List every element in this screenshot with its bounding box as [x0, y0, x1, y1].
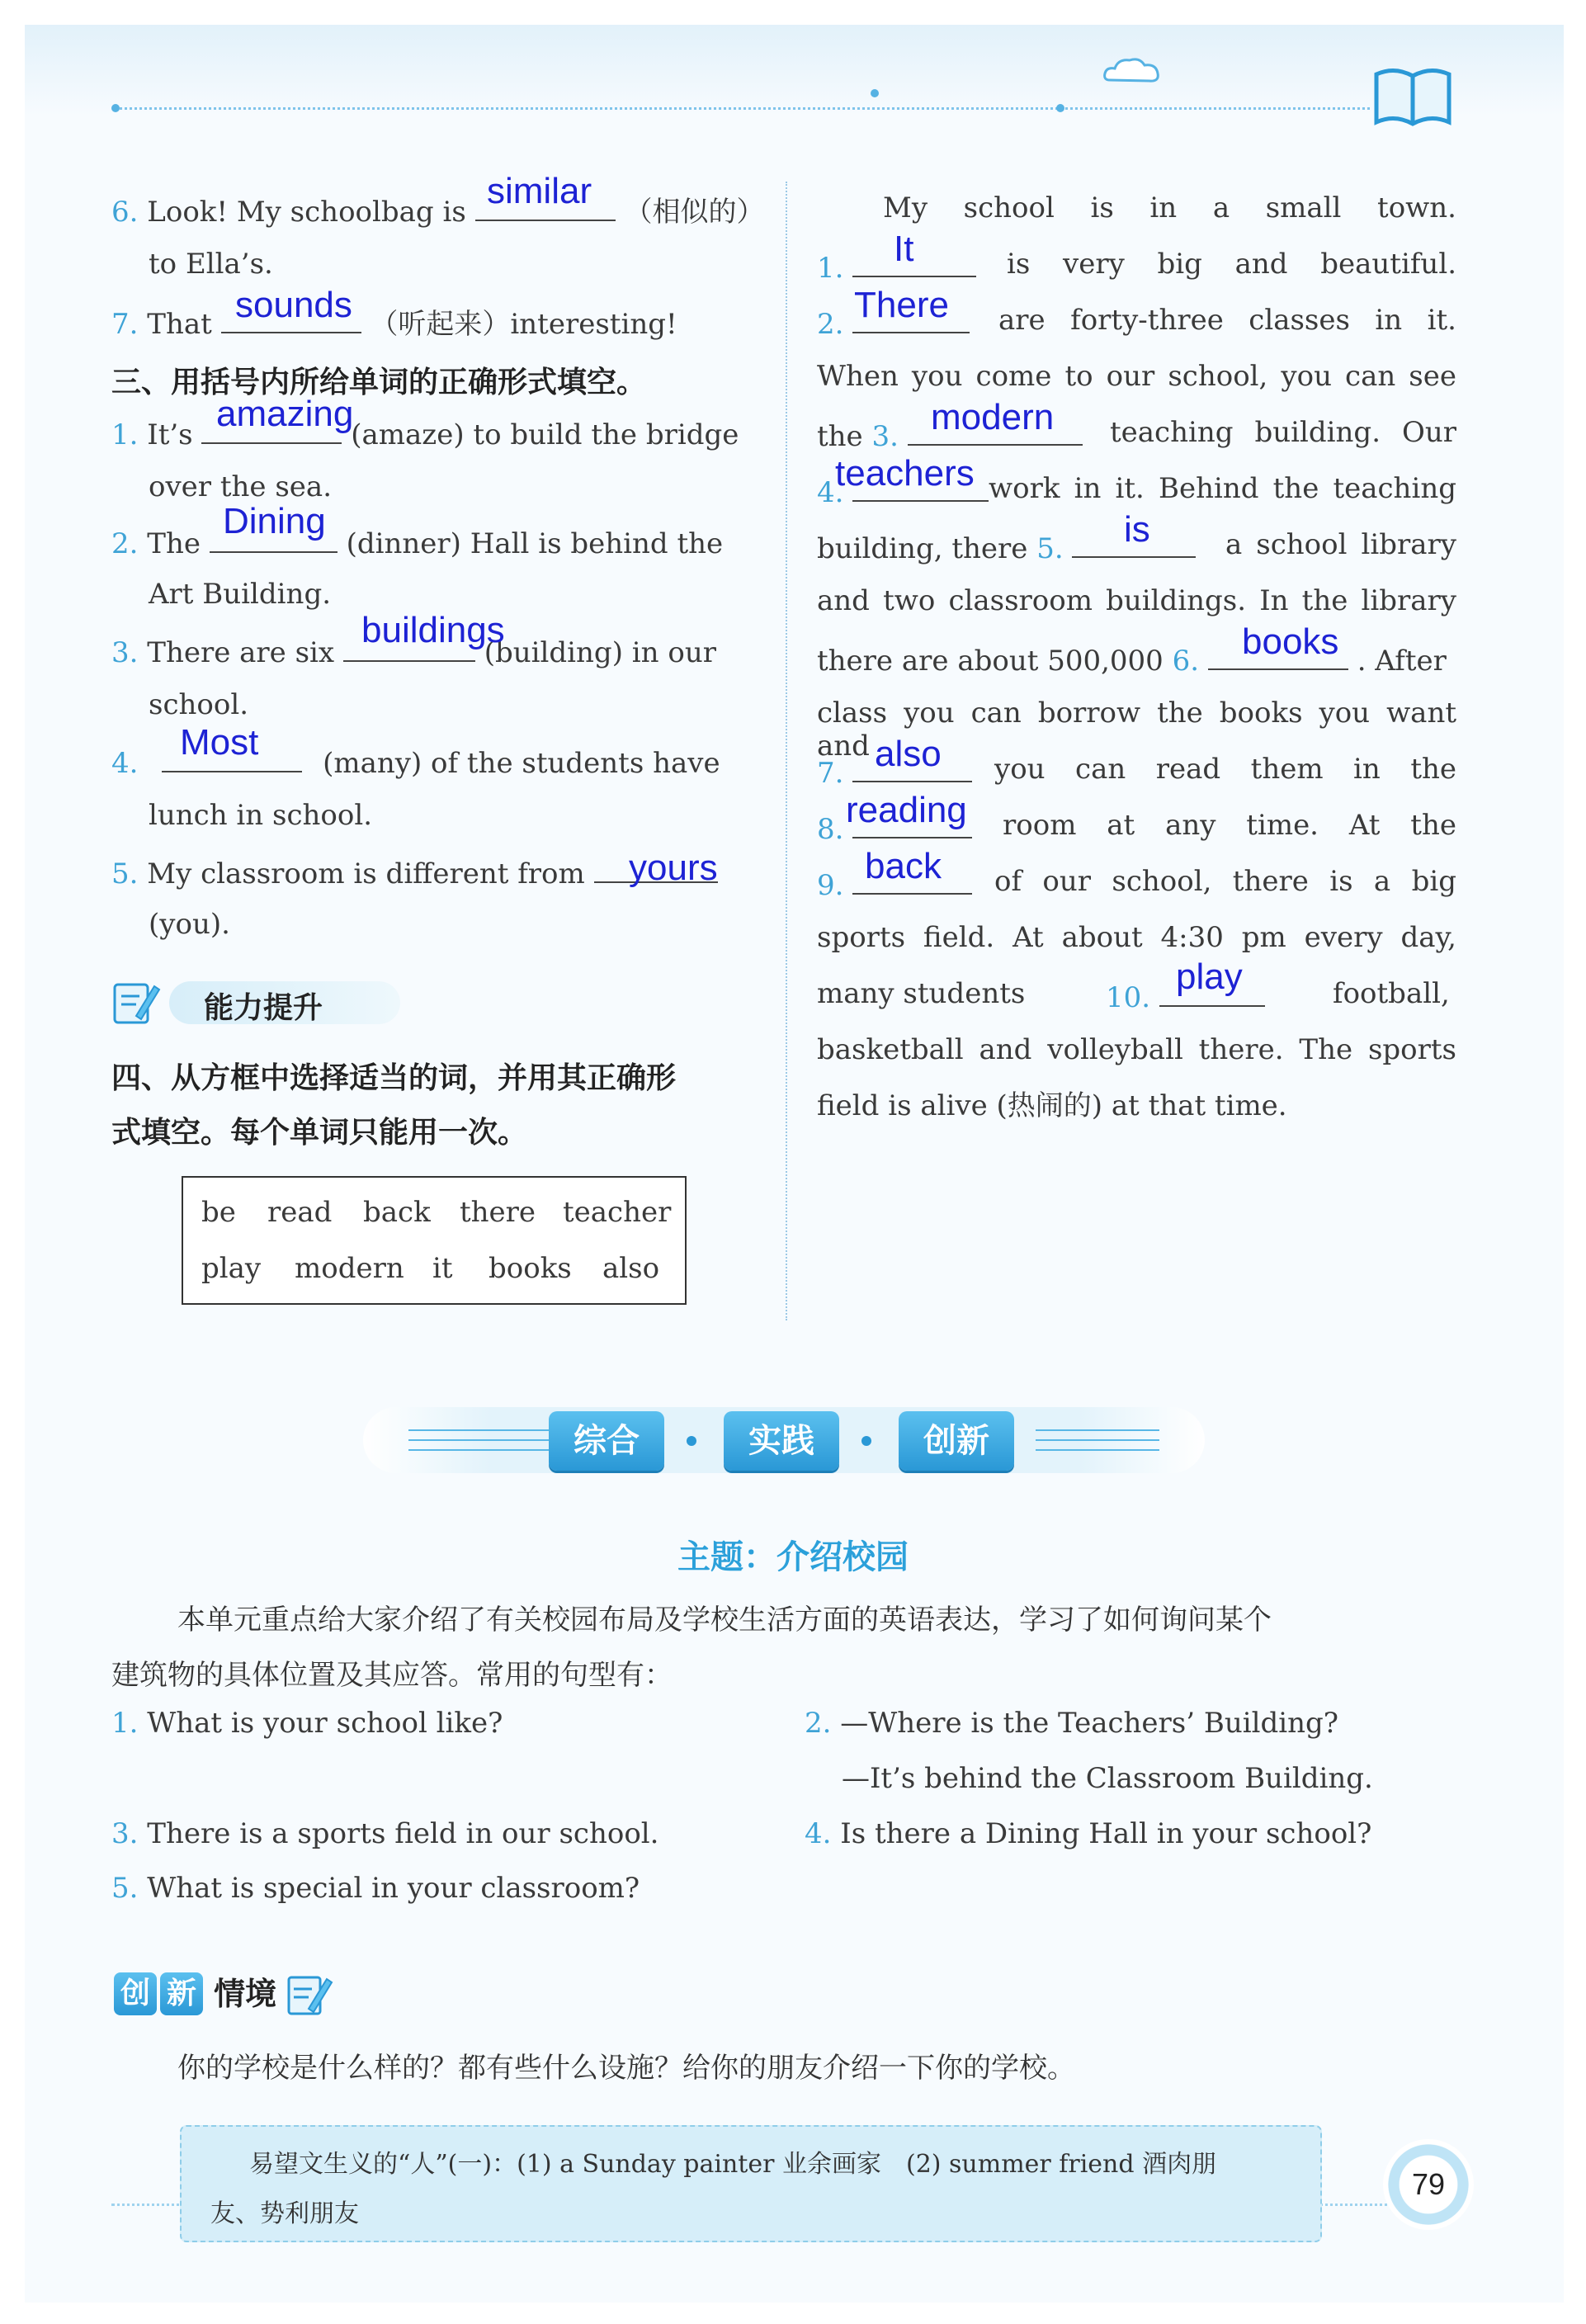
blank-number: 8.	[817, 813, 844, 846]
word-bank-item: books	[489, 1252, 572, 1285]
footer-tip-box	[180, 2125, 1322, 2242]
handwritten-answer: play	[1176, 957, 1243, 997]
word-bank-item: there	[460, 1196, 536, 1229]
passage-line: and two classroom buildings. In the library	[817, 584, 1456, 617]
handwritten-answer: buildings	[361, 610, 505, 650]
word-bank-item: it	[432, 1252, 453, 1285]
intro-line-2: 建筑物的具体位置及其应答。常用的句型有：	[111, 1659, 673, 1692]
header-dotted-line	[116, 107, 1370, 110]
s3-question-1-line2: over the sea.	[149, 470, 332, 503]
s3-question-5	[111, 853, 718, 891]
question-6	[111, 191, 764, 229]
pattern-3	[111, 1817, 658, 1851]
passage-line: class you can borrow the books you want and	[817, 697, 1456, 763]
pencil-note-icon	[286, 1972, 335, 2019]
passage-line-15	[817, 977, 1025, 1011]
word-bank-item: teacher	[563, 1196, 672, 1229]
question-number: 6.	[111, 196, 139, 229]
passage-text: many students	[817, 977, 1026, 1010]
blank-number: 5.	[1036, 532, 1064, 565]
banner-line	[1036, 1449, 1159, 1451]
s3-question-3-line2: school.	[149, 688, 249, 721]
answer-blank[interactable]	[852, 248, 976, 277]
blank-number: 10.	[1106, 981, 1151, 1014]
ability-label: 能力提升	[204, 991, 323, 1025]
handwritten-answer: yours	[629, 848, 718, 888]
pattern-number: 1.	[111, 1707, 139, 1740]
s3-question-5-line2: (you).	[149, 908, 230, 941]
banner-line	[1036, 1429, 1159, 1431]
handwritten-answer: back	[865, 846, 942, 886]
intro-line-1: 本单元重点给大家介绍了有关校园布局及学校生活方面的英语表达，学习了如何询问某个	[177, 1604, 1272, 1637]
banner-tile: 实践	[724, 1411, 839, 1471]
word-bank-box	[182, 1176, 687, 1305]
blank-number: 4.	[817, 476, 844, 509]
handwritten-answer: is	[1124, 509, 1150, 550]
banner-line	[408, 1449, 549, 1451]
question-hint: (building) in our	[484, 636, 716, 669]
question-number: 3.	[111, 636, 139, 669]
header-dot	[871, 89, 879, 97]
theme-title: 主题：介绍校园	[677, 1538, 909, 1576]
question-number: 2.	[111, 527, 139, 560]
blank-number: 6.	[1172, 645, 1200, 678]
question-number: 4.	[111, 747, 139, 780]
s3-question-4-line2: lunch in school.	[149, 799, 373, 832]
section-4-heading-line2: 式填空。每个单词只能用一次。	[111, 1116, 528, 1150]
innovation-task: 你的学校是什么样的？都有些什么设施？给你的朋友介绍一下你的学校。	[177, 2052, 1075, 2085]
word-bank-item: play	[201, 1252, 262, 1285]
passage-line: basketball and volleyball there. The sports	[817, 1033, 1456, 1066]
passage-line: sports field. At about 4:30 pm every day,	[817, 921, 1456, 954]
handwritten-answer: Most	[180, 722, 259, 763]
word-bank-item: modern	[295, 1252, 404, 1285]
passage-line: are forty-three classes in it.	[998, 304, 1456, 337]
pattern-number: 2.	[805, 1707, 832, 1740]
handwritten-answer: modern	[931, 397, 1055, 437]
handwritten-answer: There	[854, 285, 949, 325]
section-4-heading-line1: 四、从方框中选择适当的词，并用其正确形	[111, 1061, 677, 1095]
innovation-scenario-label	[114, 1972, 335, 2019]
pencil-note-icon	[111, 978, 161, 1027]
pattern-text: What is special in your classroom?	[147, 1872, 640, 1905]
banner-tile: 综合	[549, 1411, 664, 1471]
blank-number: 2.	[817, 308, 844, 341]
column-divider	[786, 182, 787, 1320]
word-bank-item: be	[201, 1196, 236, 1229]
passage-line: a school library	[1225, 528, 1456, 561]
passage-line: teaching building. Our	[1110, 416, 1456, 449]
pattern-text: What is your school like?	[147, 1707, 503, 1740]
handwritten-answer: books	[1242, 621, 1339, 662]
banner-tile: 创新	[899, 1411, 1014, 1471]
question-text: Look! My schoolbag is	[147, 196, 466, 229]
section-3-heading: 三、用括号内所给单词的正确形式填空。	[111, 366, 647, 399]
question-hint: (amaze) to build the bridge	[351, 418, 739, 451]
handwritten-answer: similar	[487, 171, 592, 211]
passage-line: room at any time. At the	[1003, 809, 1456, 842]
question-text: It’s	[147, 418, 193, 451]
cloud-icon	[1102, 54, 1164, 87]
blank-number: 9.	[817, 869, 844, 902]
banner-line	[408, 1429, 549, 1431]
passage-line: you can read them in the	[994, 753, 1456, 786]
header-dot	[111, 104, 120, 112]
footer-tip-line2: 友、势利朋友	[210, 2199, 359, 2228]
word-bank-item: read	[267, 1196, 333, 1229]
passage-line: of our school, there is a big	[994, 865, 1456, 898]
passage-line: When you come to our school, you can see	[817, 360, 1456, 393]
label-text: 情境	[214, 1976, 277, 2012]
blank-number: 1.	[817, 252, 844, 285]
section-banner	[363, 1395, 1205, 1486]
passage-text: there are about 500,000	[817, 645, 1164, 678]
open-book-icon	[1370, 58, 1456, 132]
pattern-2	[805, 1707, 1338, 1741]
pattern-4	[805, 1817, 1371, 1851]
handwritten-answer: reading	[846, 790, 967, 830]
s3-question-1	[111, 414, 739, 452]
question-hint: (many) of the students have	[323, 747, 720, 780]
handwritten-answer: teachers	[835, 453, 975, 494]
label-tile: 新	[160, 1972, 203, 2015]
handwritten-answer: sounds	[235, 285, 352, 325]
pattern-number: 3.	[111, 1817, 139, 1850]
pattern-5	[111, 1872, 640, 1906]
blank-number: 7.	[817, 757, 844, 790]
header-band	[25, 25, 1564, 116]
s3-question-2-line2: Art Building.	[149, 578, 332, 611]
page-number: 79	[1383, 2139, 1474, 2230]
question-number: 7.	[111, 308, 139, 341]
passage-text: football,	[1333, 977, 1450, 1010]
pattern-number: 4.	[805, 1817, 832, 1850]
passage-line: My school is in a small town.	[883, 191, 1456, 224]
question-text: There are six	[147, 636, 335, 669]
passage-line-9	[817, 640, 1447, 678]
passage-text: building, there	[817, 532, 1028, 565]
pattern-text: —Where is the Teachers’ Building?	[840, 1707, 1338, 1740]
blank-number: 3.	[871, 420, 899, 453]
question-text: My classroom is different from	[147, 857, 585, 890]
question-hint: （相似的）	[624, 196, 765, 229]
word-bank-item: back	[363, 1196, 431, 1229]
header-dot	[1056, 104, 1064, 112]
passage-line: work in it. Behind the teaching	[989, 472, 1456, 505]
question-6-line2: to Ella’s.	[149, 248, 273, 281]
banner-line	[408, 1439, 549, 1441]
passage-line: is very big and beautiful.	[1007, 248, 1456, 281]
label-tile: 创	[114, 1972, 157, 2015]
pattern-text: There is a sports field in our school.	[147, 1817, 659, 1850]
passage-line: field is alive (热闹的) at that time.	[817, 1089, 1287, 1122]
passage-text: . After	[1357, 645, 1447, 678]
question-text: That	[147, 308, 212, 341]
pattern-1	[111, 1707, 503, 1741]
question-hint: （听起来）interesting!	[370, 308, 677, 341]
footer-tip-line1: 易望文生义的“人”(一)：(1) a Sunday painter 业余画家 (2) summer friend 酒肉朋	[249, 2150, 1217, 2179]
question-number: 1.	[111, 418, 139, 451]
question-text: The	[147, 527, 201, 560]
handwritten-answer: Dining	[223, 501, 326, 541]
passage-text: the	[817, 420, 863, 453]
handwritten-answer: also	[875, 734, 942, 774]
banner-dot	[861, 1436, 871, 1446]
question-number: 5.	[111, 857, 139, 890]
banner-line	[1036, 1439, 1159, 1441]
handwritten-answer: It	[894, 229, 914, 269]
s3-question-2	[111, 523, 723, 561]
pattern-2-answer: —It’s behind the Classroom Building.	[842, 1762, 1373, 1795]
handwritten-answer: amazing	[216, 394, 354, 434]
pattern-text: Is there a Dining Hall in your school?	[840, 1817, 1372, 1850]
pattern-number: 5.	[111, 1872, 139, 1905]
word-bank-item: also	[602, 1252, 660, 1285]
question-7	[111, 304, 677, 342]
banner-dot	[687, 1436, 696, 1446]
question-hint: (dinner) Hall is behind the	[346, 527, 724, 560]
